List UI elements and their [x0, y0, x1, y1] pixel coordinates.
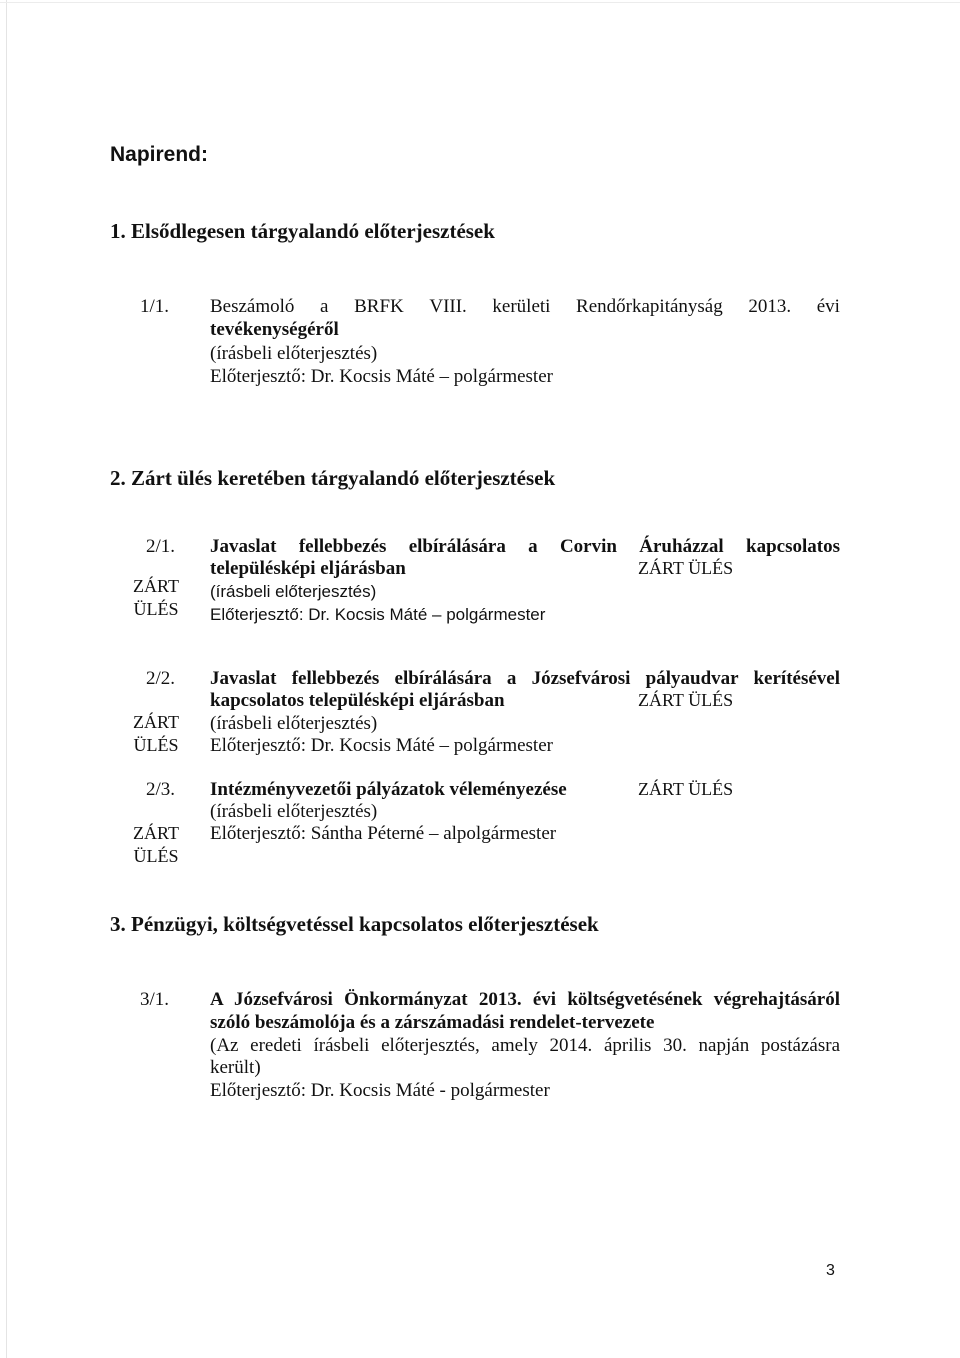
item-2-2-type: (írásbeli előterjesztés)	[210, 713, 378, 734]
section-1-heading: 1. Elsődlegesen tárgyalandó előterjesztések	[110, 219, 495, 243]
item-2-2-closed-note: ZÁRT ÜLÉS	[638, 690, 734, 710]
item-3-1-number: 3/1.	[140, 989, 170, 1010]
item-3-1-title-line1: A Józsefvárosi Önkormányzat 2013. évi költségvetésének végrehajtásáról	[210, 989, 840, 1010]
item-2-1-type: (írásbeli előterjesztés)	[210, 582, 377, 601]
scan-top-line	[0, 2, 960, 3]
scan-edge-line	[6, 0, 7, 1358]
item-2-1-closed-label-2: ÜLÉS	[133, 599, 179, 619]
section-3-heading: 3. Pénzügyi, költségvetéssel kapcsolatos előterjesztések	[110, 912, 599, 936]
item-3-1-type-line2: került)	[210, 1057, 261, 1078]
item-2-1-title-line2: településképi eljárásban	[210, 558, 406, 579]
item-3-1-type-line1: (Az eredeti írásbeli előterjesztés, amely 2014. április 30. napján postázásra	[210, 1035, 840, 1056]
section-2-heading: 2. Zárt ülés keretében tárgyalandó előterjesztések	[110, 466, 556, 490]
word: évi	[816, 296, 840, 317]
word: Beszámoló	[210, 296, 295, 317]
word: BRFK	[354, 296, 404, 317]
item-2-1-closed-note: ZÁRT ÜLÉS	[638, 558, 734, 578]
item-2-1-presenter: Előterjesztő: Dr. Kocsis Máté – polgármester	[210, 605, 546, 624]
item-2-1-number: 2/1.	[146, 536, 176, 557]
item-2-3-title-line1: Intézményvezetői pályázatok véleményezése	[210, 779, 567, 800]
agenda-title: Napirend:	[110, 143, 209, 166]
item-2-2-closed-label-2: ÜLÉS	[133, 735, 179, 755]
item-2-2-number: 2/2.	[146, 668, 176, 689]
item-2-3-presenter: Előterjesztő: Sántha Péterné – alpolgármester	[210, 823, 557, 844]
word: VIII.	[429, 296, 467, 317]
item-1-1-title-line2: tevékenységéről	[210, 319, 339, 340]
item-2-1-title-line1: Javaslat fellebbezés elbírálására a Corvin Áruházzal kapcsolatos	[210, 536, 840, 557]
item-3-1-presenter: Előterjesztő: Dr. Kocsis Máté - polgármester	[210, 1080, 550, 1101]
item-2-3-closed-label-1: ZÁRT	[133, 823, 179, 843]
item-1-1-number: 1/1.	[140, 296, 170, 317]
item-1-1-type: (írásbeli előterjesztés)	[210, 343, 378, 364]
word: a	[320, 296, 329, 317]
word: kerületi	[492, 296, 551, 317]
word: Rendőrkapitányság	[576, 296, 723, 317]
item-2-3-closed-label-2: ÜLÉS	[133, 846, 179, 866]
item-2-3-type: (írásbeli előterjesztés)	[210, 801, 378, 822]
word: 2013.	[748, 296, 792, 317]
item-3-1-title-line2: szóló beszámolója és a zárszámadási rendelet-tervezete	[210, 1012, 655, 1033]
item-2-3-closed-note: ZÁRT ÜLÉS	[638, 779, 734, 799]
item-2-3-number: 2/3.	[146, 779, 176, 800]
item-2-2-presenter: Előterjesztő: Dr. Kocsis Máté – polgármester	[210, 735, 553, 756]
item-1-1-presenter: Előterjesztő: Dr. Kocsis Máté – polgármester	[210, 366, 553, 387]
item-2-2-closed-label-1: ZÁRT	[133, 712, 179, 732]
item-1-1-title-line1	[210, 296, 840, 318]
page-number: 3	[826, 1262, 835, 1279]
item-2-2-title-line2: kapcsolatos településképi eljárásban	[210, 690, 505, 711]
item-2-1-closed-label-1: ZÁRT	[133, 576, 179, 596]
item-2-2-title-line1: Javaslat fellebbezés elbírálására a Józsefvárosi pályaudvar kerítésével	[210, 668, 840, 689]
